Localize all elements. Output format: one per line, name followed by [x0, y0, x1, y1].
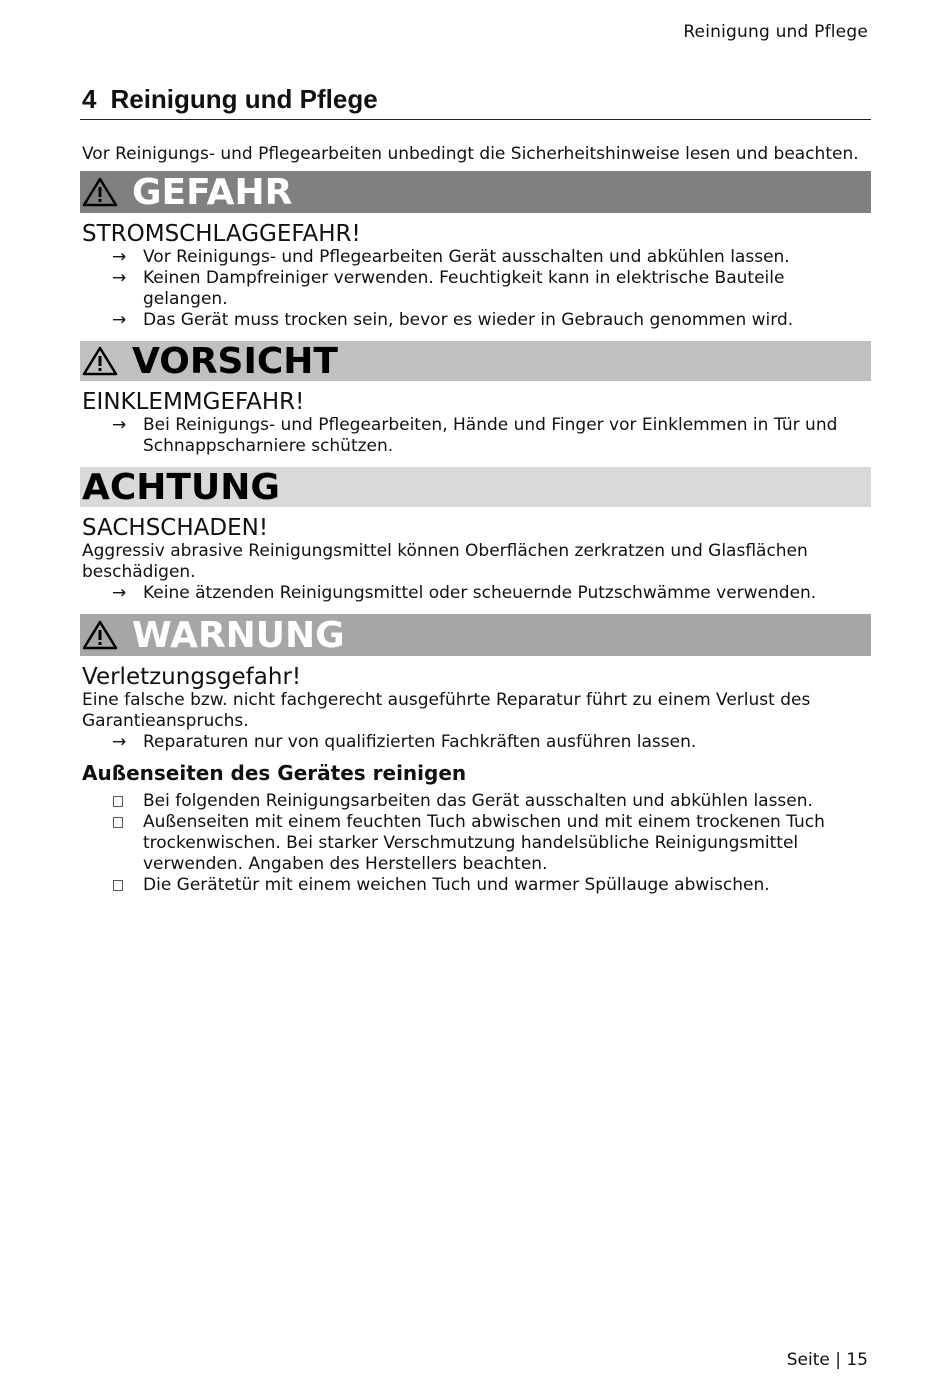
gefahr-list — [80, 247, 871, 331]
list-item — [80, 732, 871, 753]
list-item-text: Reparaturen nur von qualifizierten Fachkräften ausführen lassen. — [143, 732, 697, 752]
chapter-title — [80, 84, 871, 120]
arrow-right-icon: → — [112, 310, 127, 330]
warning-triangle-icon — [82, 619, 118, 651]
warning-triangle-icon — [82, 345, 118, 377]
achtung-list — [80, 583, 871, 604]
list-item-text: Bei Reinigungs- und Pflegearbeiten, Hände und Finger vor Einklemmen in Tür und Schnappscharniere schützen. — [143, 415, 838, 456]
arrow-right-icon: → — [112, 732, 127, 752]
list-item — [80, 791, 871, 812]
list-item-text: Das Gerät muss trocken sein, bevor es wieder in Gebrauch genommen wird. — [143, 310, 794, 330]
running-header: Reinigung und Pflege — [683, 22, 868, 42]
warnung-banner — [80, 614, 871, 656]
arrow-right-icon: → — [112, 583, 127, 603]
arrow-right-icon: → — [112, 247, 127, 267]
list-item — [80, 268, 871, 310]
list-item — [80, 247, 871, 268]
list-item — [80, 583, 871, 604]
chapter-title-text: Reinigung und Pflege — [110, 84, 378, 114]
page-content — [80, 84, 871, 896]
exterior-list — [80, 791, 871, 896]
checkbox-icon — [113, 817, 123, 828]
list-item-text: Bei folgenden Reinigungsarbeiten das Gerät ausschalten und abkühlen lassen. — [143, 791, 813, 811]
gefahr-banner-label: GEFAHR — [132, 171, 293, 213]
list-item-text: Keinen Dampfreiniger verwenden. Feuchtigkeit kann in elektrische Bauteile gelangen. — [143, 268, 785, 309]
list-item — [80, 875, 871, 896]
chapter-number: 4 — [82, 84, 97, 114]
vorsicht-banner-label: VORSICHT — [132, 340, 338, 382]
vorsicht-hazard: EINKLEMMGEFAHR! — [82, 389, 305, 415]
achtung-banner-label: ACHTUNG — [82, 466, 280, 508]
warnung-list — [80, 732, 871, 753]
warnung-hazard: Verletzungsgefahr! — [82, 664, 302, 690]
achtung-text: Aggressiv abrasive Reinigungsmittel können Oberflächen zerkratzen und Glasflächen beschädigen. — [82, 541, 808, 582]
gefahr-banner — [80, 171, 871, 213]
warnung-banner-label: WARNUNG — [132, 614, 345, 656]
gefahr-hazard: STROMSCHLAGGEFAHR! — [82, 221, 361, 247]
checkbox-icon — [113, 796, 123, 807]
warnung-text: Eine falsche bzw. nicht fachgerecht ausgeführte Reparatur führt zu einem Verlust des Garantieanspruchs. — [82, 690, 811, 731]
list-item-text: Außenseiten mit einem feuchten Tuch abwischen und mit einem trockenen Tuch trockenwischen. Bei starker Verschmutzung handelsübliche Reinigungsmittel verwenden. Angaben des Herstellers beachten. — [143, 812, 825, 874]
arrow-right-icon: → — [112, 415, 127, 435]
list-item — [80, 415, 871, 457]
list-item-text: Keine ätzenden Reinigungsmittel oder scheuernde Putzschwämme verwenden. — [143, 583, 817, 603]
exterior-heading: Außenseiten des Gerätes reinigen — [82, 761, 467, 785]
list-item — [80, 310, 871, 331]
arrow-right-icon: → — [112, 268, 127, 288]
intro-text: Vor Reinigungs- und Pflegearbeiten unbedingt die Sicherheitshinweise lesen und beachten. — [82, 144, 859, 164]
list-item — [80, 812, 871, 875]
vorsicht-list — [80, 415, 871, 457]
page-footer: Seite | 15 — [786, 1350, 868, 1370]
achtung-hazard: SACHSCHADEN! — [82, 515, 269, 541]
list-item-text: Vor Reinigungs- und Pflegearbeiten Gerät ausschalten und abkühlen lassen. — [143, 247, 790, 267]
checkbox-icon — [113, 880, 123, 891]
vorsicht-banner — [80, 341, 871, 381]
warning-triangle-icon — [82, 176, 118, 208]
achtung-banner — [80, 467, 871, 507]
list-item-text: Die Gerätetür mit einem weichen Tuch und warmer Spüllauge abwischen. — [143, 875, 770, 895]
